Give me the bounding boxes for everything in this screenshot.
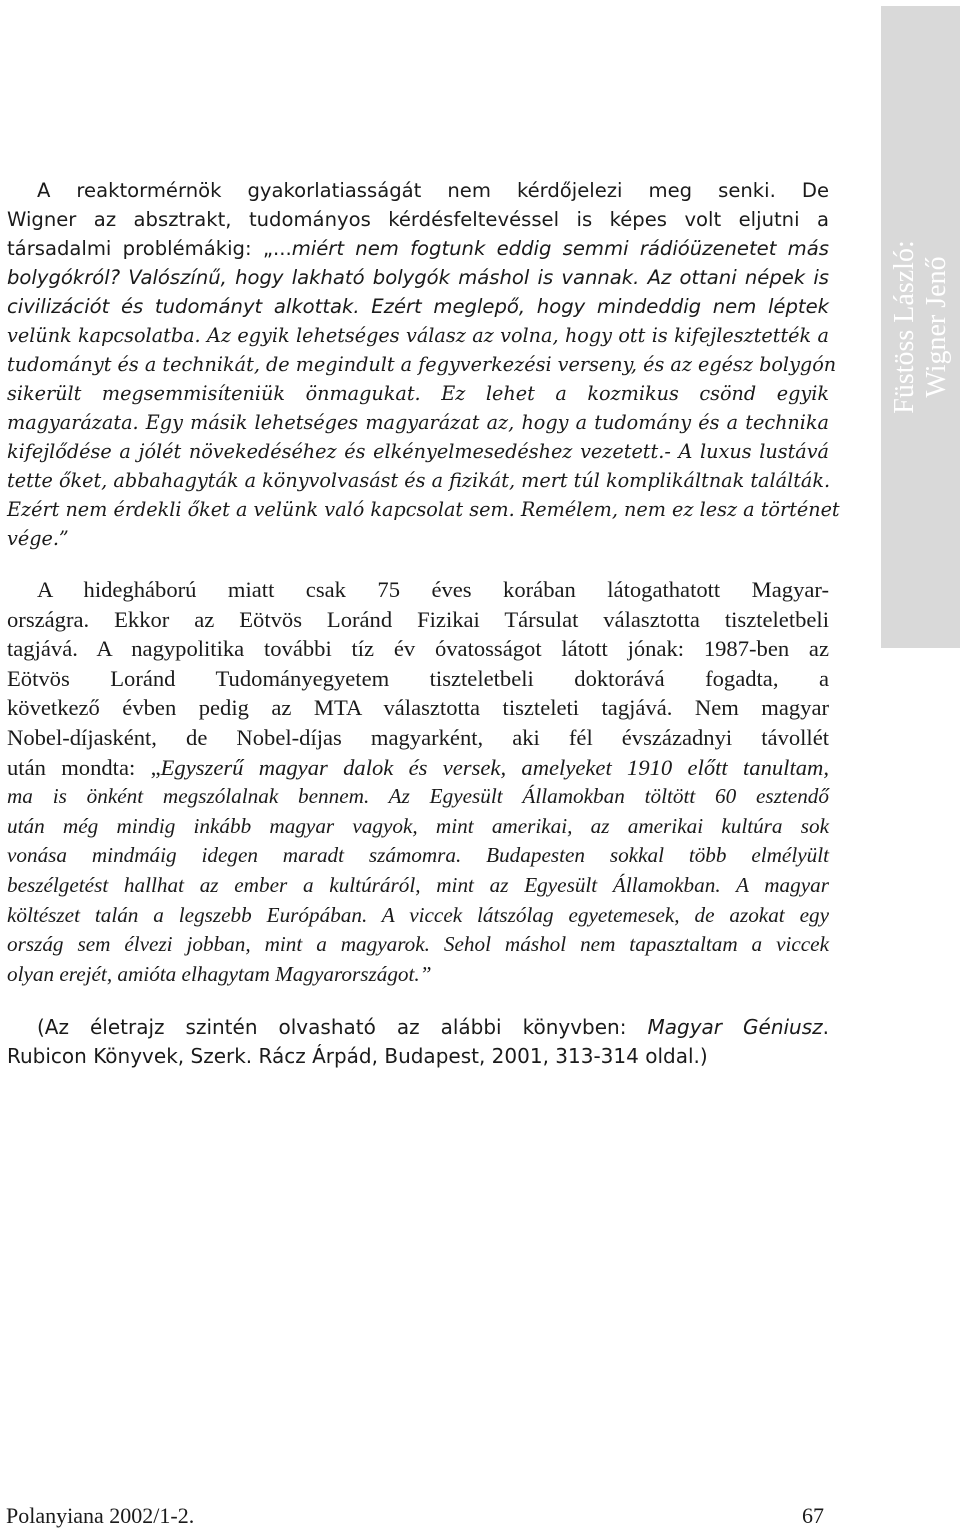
quote-line: tudományt és a technikát, de megindult a fegyverkezési verseny, és az egész bolygón bbox=[7, 353, 837, 376]
paragraph-gap bbox=[7, 553, 829, 575]
citation-line bbox=[7, 1013, 829, 1042]
side-tab bbox=[881, 6, 960, 648]
text-line: Eötvös Loránd Tudományegyetem tiszteletbeli doktorává fogadta, a bbox=[7, 665, 829, 691]
citation-book-title: Magyar Géniusz bbox=[647, 1015, 823, 1040]
quote-line: beszélgetést hallhat az ember a kultúráról, mint az Egyesült Államokban. A magyar bbox=[7, 872, 829, 897]
journal-footer: Polanyiana 2002/1-2. bbox=[6, 1503, 195, 1528]
quote-span: miért nem fogtunk eddig semmi rádióüzenetet más bbox=[291, 237, 829, 260]
quote-line: olyan erejét, amióta elhagytam Magyarországot.” bbox=[7, 961, 432, 986]
paragraph-1 bbox=[7, 176, 840, 553]
quote-span: Egyszerű magyar dalok és versek, amelyeket 1910 előtt tanultam, bbox=[160, 754, 829, 780]
quote-line: költészet talán a legszebb Európában. A viccek látszólag egyetemesek, de azokat egy bbox=[7, 902, 829, 927]
citation-line: Rubicon Könyvek, Szerk. Rácz Árpád, Budapest, 2001, 313-314 oldal.) bbox=[7, 1044, 708, 1069]
text-span: után mondta: „ bbox=[7, 754, 161, 780]
text-line bbox=[7, 234, 829, 263]
paragraph-2 bbox=[7, 575, 829, 989]
quote-line: után még mindig inkább magyar vagyok, mint amerikai, az amerikai kultúra sok bbox=[7, 813, 829, 838]
text-line: országra. Ekkor az Eötvös Loránd Fizikai Társulat választotta tiszteletbeli bbox=[7, 606, 829, 632]
quote-line: vonása mindmáig idegen maradt számomra. Budapesten sokkal több elmélyült bbox=[7, 843, 829, 868]
side-tab-text bbox=[889, 240, 953, 413]
text-line: tagjává. A nagypolitika további tíz év óvatosságot látott jónak: 1987-ben az bbox=[7, 636, 829, 662]
text-line bbox=[7, 753, 829, 783]
text-span: társadalmi problémákig: „... bbox=[7, 237, 292, 260]
citation-prefix: (Az életrajz szintén olvasható az alábbi könyvben: bbox=[37, 1015, 648, 1040]
quote-line: kifejlődése a jólét növekedéséhez és elkényelmesedéshez vezetett.- A luxus lustává bbox=[7, 440, 829, 463]
text-line: Nobel-díjasként, de Nobel-díjas magyarként, aki fél évszázadnyi távollét bbox=[7, 724, 829, 750]
paragraph-gap bbox=[7, 989, 829, 1013]
quote-line: civilizációt és tudományt alkottak. Ezért meglepő, hogy mindeddig nem léptek bbox=[7, 295, 829, 318]
quote-line: vége.” bbox=[7, 527, 69, 550]
article-body bbox=[7, 176, 840, 1071]
text-line: Wigner az absztrakt, tudományos kérdésfeltevéssel is képes volt eljutni a bbox=[7, 208, 829, 231]
quote-line: ország sem élvezi jobban, mint a magyarok. Sehol máshol nem tapasztaltam a viccek bbox=[7, 932, 829, 957]
text-line: A hidegháború miatt csak 75 éves korában látogathatott Magyar- bbox=[37, 577, 829, 602]
quote-line: bolygókról? Valószínű, hogy lakható bolygók máshol is vannak. Az ottani népek is bbox=[7, 266, 829, 289]
quote-line: Ezért nem érdekli őket a velünk való kapcsolat sem. Remélem, nem ez lesz a történet bbox=[7, 498, 840, 521]
side-tab-title: Wigner Jenő bbox=[920, 256, 952, 398]
quote-line: magyarázata. Egy másik lehetséges magyarázat az, hogy a tudomány és a technika bbox=[7, 411, 829, 434]
page-number: 67 bbox=[802, 1503, 824, 1528]
citation-suffix: . bbox=[822, 1015, 829, 1040]
quote-line: tette őket, abbahagyták a könyvolvasást és a fizikát, mert túl komplikáltnak találták. bbox=[7, 469, 831, 492]
side-tab-author: Füstöss László: bbox=[888, 240, 920, 414]
quote-line: sikerült megsemmisíteniük önmagukat. Ez lehet a kozmikus csönd egyik bbox=[7, 382, 829, 405]
quote-line: velünk kapcsolatba. Az egyik lehetséges válasz az volna, hogy ott is kifejlesztették a bbox=[7, 324, 829, 347]
citation bbox=[7, 1013, 829, 1071]
text-line: A reaktormérnök gyakorlatiasságát nem kérdőjelezi meg senki. De bbox=[37, 179, 829, 202]
text-line: következő évben pedig az MTA választotta tiszteleti tagjává. Nem magyar bbox=[7, 695, 829, 721]
quote-line: ma is önként megszólalnak bennem. Az Egyesült Államokban töltött 60 esztendő bbox=[7, 784, 829, 809]
